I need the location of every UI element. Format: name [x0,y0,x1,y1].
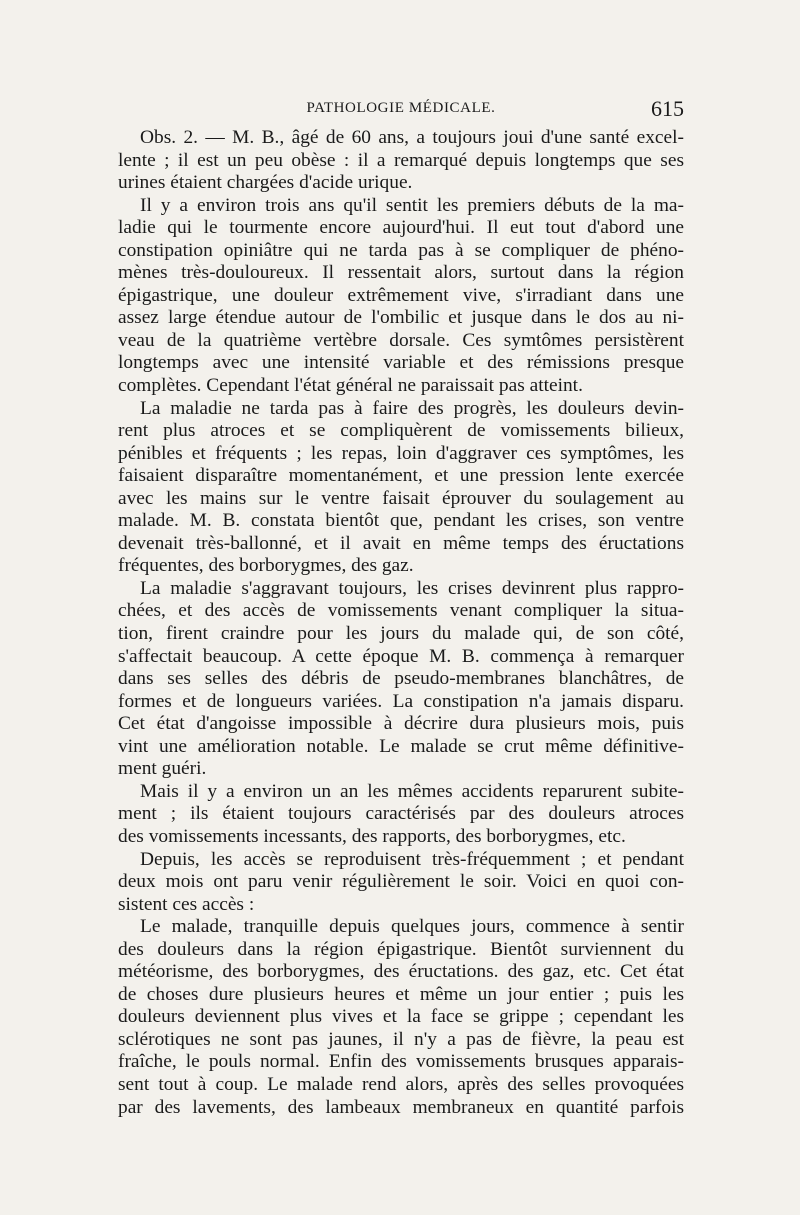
running-head [118,98,684,122]
text-line: ment guéri. [118,758,207,780]
text-line: s'affectait beaucoup. A cette époque M. B. commença à remarquer [118,645,684,667]
text-line: veau de la quatrième vertèbre dorsale. Ces symtômes persistèrent [118,329,684,351]
body-text [118,127,684,1119]
text-line: Depuis, les accès se reproduisent très-fréquemment ; et pendant [140,848,684,870]
text-line: urines étaient chargées d'acide urique. [118,172,413,194]
text-line: avec les mains sur le ventre faisait éprouver du soulagement au [118,487,684,509]
text-line: Cet état d'angoisse impossible à décrire dura plusieurs mois, puis [118,713,684,735]
text-line: par des lavements, des lambeaux membraneux en quantité parfois [118,1096,684,1118]
text-line: Il y a environ trois ans qu'il sentit les premiers débuts de la ma- [140,194,684,216]
text-line: ladie qui le tourmente encore aujourd'hui. Il eut tout d'abord une [118,217,684,239]
text-line: de choses dure plusieurs heures et même un jour entier ; puis les [118,983,684,1005]
text-line: épigastrique, une douleur extrêmement vive, s'irradiant dans une [118,284,684,306]
text-line: longtemps avec une intensité variable et des rémissions presque [118,352,684,374]
text-line: ment ; ils étaient toujours caractérisés par des douleurs atroces [118,803,684,825]
text-line: sistent ces accès : [118,893,255,915]
text-line: douleurs deviennent plus vives et la face se grippe ; cependant les [118,1006,684,1028]
text-line: constipation opiniâtre qui ne tarda pas à se compliquer de phéno- [118,239,684,261]
text-line: devenait très-ballonné, et il avait en même temps des éructations [118,532,684,554]
text-line: sclérotiques ne sont pas jaunes, il n'y a pas de fièvre, la peau est [118,1028,684,1050]
text-line: des vomissements incessants, des rapports, des borborygmes, etc. [118,825,626,847]
text-line: dans ses selles des débris de pseudo-membranes blanchâtres, de [118,668,684,690]
text-line: formes et de longueurs variées. La constipation n'a jamais disparu. [118,690,684,712]
text-line: malade. M. B. constata bientôt que, pendant les crises, son ventre [118,510,684,532]
text-line: fraîche, le pouls normal. Enfin des vomissements brusques apparais- [118,1051,684,1073]
text-line: faisaient disparaître momentanément, et une pression lente exercée [118,465,684,487]
text-line: pénibles et fréquents ; les repas, loin d'aggraver ces symptômes, les [118,442,684,464]
text-line: La maladie s'aggravant toujours, les crises devinrent plus rappro- [140,577,684,599]
text-line: lente ; il est un peu obèse : il a remarqué depuis longtemps que ses [118,149,684,171]
text-line: rent plus atroces et se compliquèrent de vomissements bilieux, [118,420,684,442]
text-line: météorisme, des borborygmes, des éructations. des gaz, etc. Cet état [118,961,684,983]
text-line: Le malade, tranquille depuis quelques jours, commence à sentir [140,916,684,938]
page-number: 615 [651,96,684,121]
text-line: sent tout à coup. Le malade rend alors, après des selles provoquées [118,1073,684,1095]
running-title: PATHOLOGIE MÉDICALE. [306,100,496,116]
text-line: mènes très-douloureux. Il ressentait alors, surtout dans la région [118,262,684,284]
text-line: tion, firent craindre pour les jours du malade qui, de son côté, [118,623,684,645]
text-line: deux mois ont paru venir régulièrement le soir. Voici en quoi con- [118,871,684,893]
text-line: Mais il y a environ un an les mêmes accidents reparurent subite- [140,780,684,802]
text-line: Obs. 2. — M. B., âgé de 60 ans, a toujours joui d'une santé excel- [140,127,684,148]
text-line: complètes. Cependant l'état général ne paraissait pas atteint. [118,375,583,397]
text-line: La maladie ne tarda pas à faire des progrès, les douleurs devin- [140,397,684,419]
text-line: assez large étendue autour de l'ombilic et jusque dans le dos au ni- [118,307,684,329]
text-line: chées, et des accès de vomissements venant compliquer la situa- [118,600,684,622]
text-line: des douleurs dans la région épigastrique. Bientôt surviennent du [118,938,684,960]
text-line: fréquentes, des borborygmes, des gaz. [118,555,414,577]
text-line: vint une amélioration notable. Le malade se crut même définitive- [118,735,684,757]
